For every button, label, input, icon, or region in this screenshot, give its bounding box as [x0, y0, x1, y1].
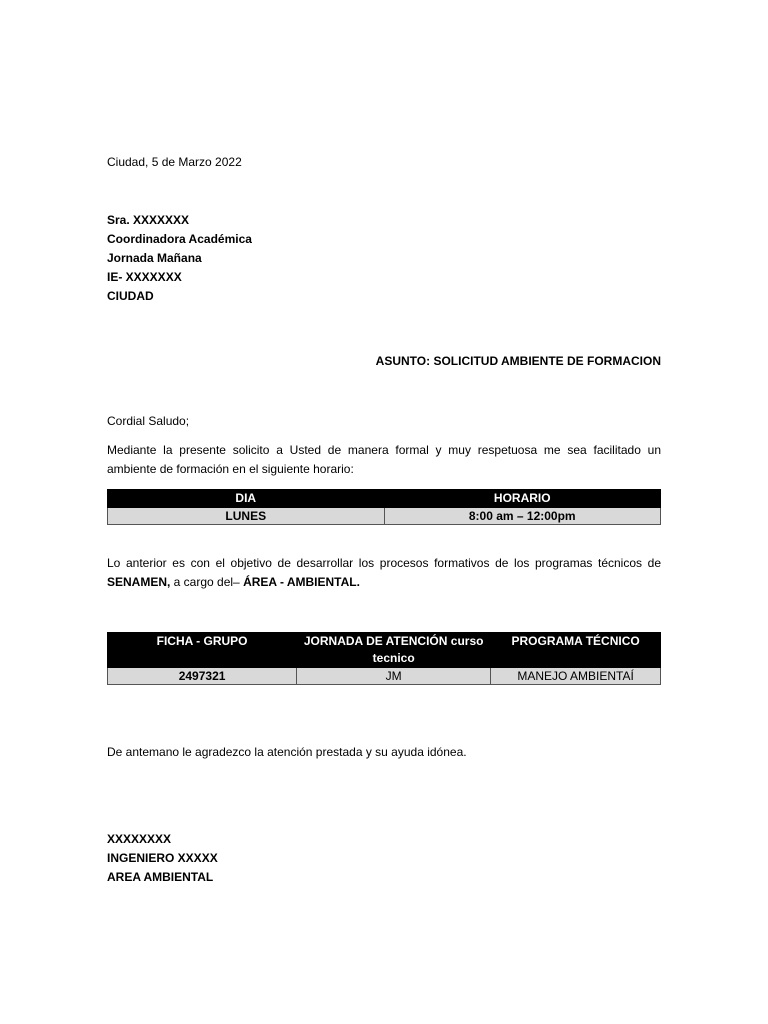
- greeting: Cordial Saludo;: [107, 414, 190, 428]
- column-header-programa: PROGRAMA TÉCNICO: [491, 633, 661, 668]
- recipient-name: Sra. XXXXXXX: [107, 213, 190, 227]
- subject-line: ASUNTO: SOLICITUD AMBIENTE DE FORMACION: [375, 354, 661, 368]
- recipient-shift: Jornada Mañana: [107, 251, 202, 265]
- paragraph-2-text-2: a cargo del–: [170, 575, 244, 589]
- table-row: [108, 508, 661, 525]
- signature-area: AREA AMBIENTAL: [107, 870, 214, 884]
- paragraph-2-bold-1: SENAMEN,: [107, 575, 171, 589]
- paragraph-2-bold-2: ÁREA - AMBIENTAL.: [243, 575, 360, 589]
- cell-programa: MANEJO AMBIENTAÍ: [491, 668, 661, 685]
- recipient-institution: IE- XXXXXXX: [107, 270, 182, 284]
- program-table: [107, 632, 661, 685]
- table-header-row: [108, 633, 661, 668]
- table-row: [108, 668, 661, 685]
- body-paragraph-1: Mediante la presente solicito a Usted de manera formal y muy respetuosa me sea facilitado un ambiente de formación en el siguiente horario:: [107, 443, 661, 476]
- table-header-row: [108, 490, 661, 508]
- column-header-horario: HORARIO: [384, 490, 661, 508]
- column-header-jornada: JORNADA DE ATENCIÓN curso tecnico: [297, 633, 491, 668]
- cell-ficha: 2497321: [108, 668, 297, 685]
- paragraph-2-text-1: Lo anterior es con el objetivo de desarrollar los procesos formativos de los programas técnicos de: [107, 556, 661, 570]
- recipient-city: CIUDAD: [107, 289, 154, 303]
- cell-dia: LUNES: [108, 508, 385, 525]
- body-paragraph-2: [107, 554, 661, 592]
- cell-horario: 8:00 am – 12:00pm: [384, 508, 661, 525]
- signature-name: XXXXXXXX: [107, 832, 172, 846]
- column-header-ficha: FICHA - GRUPO: [108, 633, 297, 668]
- date-line: Ciudad, 5 de Marzo 2022: [107, 155, 242, 169]
- cell-jornada: JM: [297, 668, 491, 685]
- closing-line: De antemano le agradezco la atención prestada y su ayuda idónea.: [107, 745, 467, 759]
- column-header-dia: DIA: [108, 490, 385, 508]
- recipient-role: Coordinadora Académica: [107, 232, 252, 246]
- signature-title: INGENIERO XXXXX: [107, 851, 218, 865]
- schedule-table: [107, 489, 661, 525]
